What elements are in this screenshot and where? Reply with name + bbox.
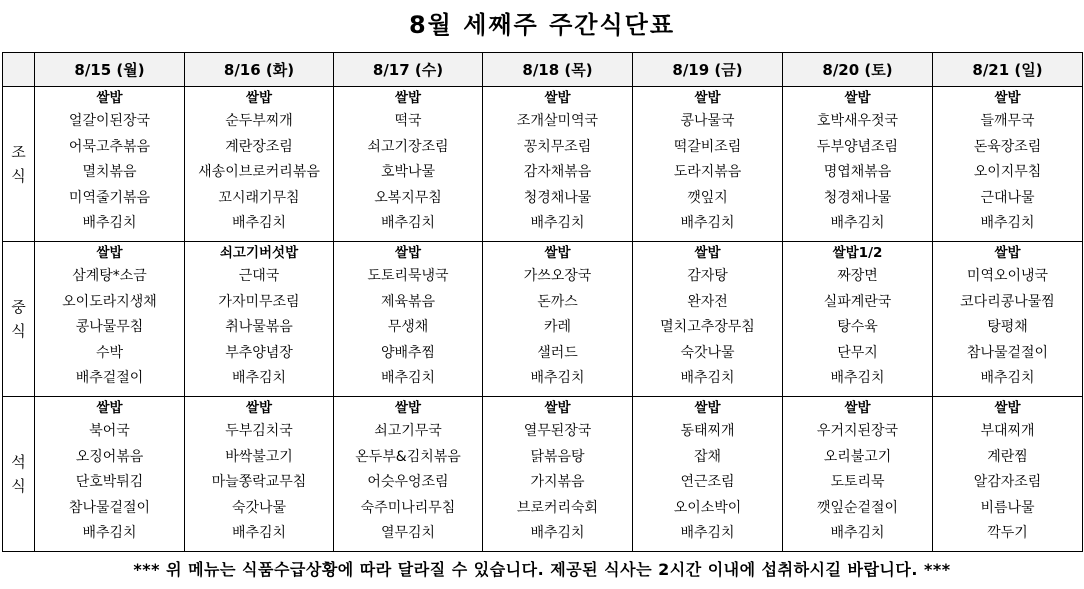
menu-cell — [35, 87, 185, 242]
menu-cell — [334, 242, 483, 397]
meal-label-char: 조 — [11, 143, 26, 161]
menu-item: 쌀밥 — [245, 400, 273, 416]
day-header: 8/19 (금) — [633, 53, 783, 87]
meal-label-char: 식 — [11, 167, 26, 185]
menu-item: 감자탕 — [687, 268, 728, 284]
menu-item: 참나물겉절이 — [68, 499, 151, 516]
menu-item: 부추양념장 — [225, 344, 293, 361]
menu-item: 배추김치 — [231, 215, 287, 232]
header-row — [3, 53, 1083, 87]
menu-item: 쌀밥1/2 — [832, 245, 883, 261]
menu-item: 배추김치 — [231, 525, 287, 542]
menu-item: 숙주미나리무침 — [360, 499, 456, 516]
menu-item: 배추겉절이 — [75, 370, 144, 387]
menu-cell — [783, 397, 933, 552]
menu-item: 돈까스 — [537, 293, 578, 310]
menu-cell — [35, 242, 185, 397]
menu-item: 가쓰오장국 — [523, 268, 592, 284]
menu-item: 새송이브로커리볶음 — [198, 164, 320, 181]
menu-item: 미역줄기볶음 — [68, 189, 151, 206]
menu-cell — [185, 242, 334, 397]
day-header: 8/15 (월) — [35, 53, 185, 87]
menu-item: 쇠고기무국 — [374, 423, 442, 439]
menu-item: 쌀밥 — [394, 245, 422, 261]
meal-label-char: 식 — [11, 477, 26, 495]
menu-item: 마늘쫑락교무침 — [211, 474, 307, 491]
menu-item: 쌀밥 — [96, 90, 123, 106]
menu-cell — [933, 397, 1083, 552]
menu-item: 배추김치 — [980, 215, 1035, 232]
menu-item: 계란장조림 — [225, 138, 293, 155]
menu-item: 배추김치 — [380, 215, 436, 232]
menu-item: 오이도라지생채 — [62, 293, 157, 310]
menu-item: 가자미무조림 — [218, 293, 300, 310]
menu-item: 도라지볶음 — [673, 164, 742, 181]
menu-item: 돈육장조림 — [973, 138, 1042, 155]
meal-label — [3, 242, 35, 397]
menu-item: 꼬시래기무침 — [218, 189, 300, 206]
menu-item: 멸치고추장무침 — [660, 319, 755, 336]
menu-item: 북어국 — [89, 423, 130, 439]
meal-row — [3, 397, 1083, 552]
menu-cell — [783, 242, 933, 397]
menu-item: 쌀밥 — [994, 400, 1021, 416]
menu-item: 배추김치 — [680, 370, 735, 387]
meal-row — [3, 242, 1083, 397]
menu-item: 두부양념조림 — [816, 138, 899, 155]
menu-item: 배추김치 — [82, 215, 137, 232]
menu-item: 숙갓나물 — [680, 344, 735, 361]
menu-item: 오복지무침 — [374, 189, 442, 206]
menu-item: 들깨무국 — [980, 113, 1035, 129]
day-header: 8/18 (목) — [483, 53, 633, 87]
menu-item: 쌀밥 — [96, 245, 123, 261]
menu-item: 근대나물 — [980, 189, 1035, 206]
day-header: 8/17 (수) — [334, 53, 483, 87]
menu-item: 배추김치 — [380, 370, 436, 387]
menu-item: 열무김치 — [380, 525, 436, 542]
day-header: 8/16 (화) — [185, 53, 334, 87]
menu-item: 꽁치무조림 — [523, 138, 592, 155]
menu-item: 쌀밥 — [994, 245, 1021, 261]
menu-item: 무생채 — [387, 319, 429, 336]
menu-item: 동태찌개 — [680, 423, 735, 439]
menu-item: 샐러드 — [537, 344, 578, 361]
menu-item: 쌀밥 — [394, 90, 422, 106]
menu-item: 취나물볶음 — [225, 319, 293, 336]
menu-item: 배추김치 — [530, 525, 585, 542]
menu-item: 우거지된장국 — [816, 423, 899, 439]
menu-item: 브로커리숙회 — [516, 499, 599, 516]
menu-item: 청경채나물 — [823, 189, 892, 206]
menu-item: 쇠고기장조림 — [367, 138, 449, 155]
menu-item: 쌀밥 — [694, 245, 721, 261]
menu-item: 배추김치 — [82, 525, 137, 542]
menu-item: 코다리콩나물찜 — [960, 293, 1055, 310]
menu-item: 쌀밥 — [844, 400, 871, 416]
menu-item: 어슷우엉조림 — [367, 474, 449, 491]
corner-cell — [3, 53, 35, 87]
menu-item: 삼계탕*소금 — [72, 268, 147, 284]
day-header: 8/20 (토) — [783, 53, 933, 87]
footer-note: *** 위 메뉴는 식품수급상황에 따라 달라질 수 있습니다. 제공된 식사는 2시간 이내에 섭취하시길 바랍니다. *** — [133, 560, 951, 579]
menu-item: 쌀밥 — [844, 90, 871, 106]
menu-item: 얼갈이된장국 — [68, 113, 151, 129]
menu-item: 닭볶음탕 — [530, 448, 585, 465]
menu-cell — [933, 87, 1083, 242]
menu-item: 실파계란국 — [823, 293, 892, 310]
menu-item: 계란찜 — [987, 448, 1028, 465]
meal-row — [3, 87, 1083, 242]
menu-item: 열무된장국 — [523, 423, 592, 439]
menu-item: 두부김치국 — [225, 423, 293, 439]
menu-item: 배추김치 — [680, 215, 735, 232]
menu-cell — [483, 242, 633, 397]
menu-item: 도토리묵냉국 — [367, 268, 449, 284]
menu-item: 참나물겉절이 — [966, 344, 1049, 361]
menu-cell — [483, 397, 633, 552]
menu-item: 쌀밥 — [245, 90, 273, 106]
menu-item: 배추김치 — [830, 370, 885, 387]
menu-item: 연근조림 — [680, 474, 735, 491]
menu-item: 순두부찌개 — [225, 113, 293, 129]
menu-item: 쌀밥 — [544, 245, 571, 261]
menu-item: 완자전 — [687, 293, 728, 310]
menu-item: 쌀밥 — [694, 90, 721, 106]
menu-cell — [633, 397, 783, 552]
page-title: 8월 세째주 주간식단표 — [408, 11, 676, 39]
menu-item: 쇠고기버섯밥 — [219, 245, 299, 261]
meal-label — [3, 397, 35, 552]
menu-cell — [933, 242, 1083, 397]
menu-item: 수박 — [95, 344, 124, 361]
menu-item: 가지볶음 — [530, 474, 585, 491]
menu-item: 오징어볶음 — [75, 448, 144, 465]
menu-item: 탕수육 — [837, 319, 878, 336]
menu-item: 단호박튀김 — [75, 474, 144, 491]
menu-item: 바싹불고기 — [225, 448, 293, 465]
menu-item: 미역오이냉국 — [966, 268, 1049, 284]
menu-item: 카레 — [543, 319, 572, 336]
meal-label-char: 석 — [11, 453, 26, 471]
menu-item: 콩나물무침 — [75, 319, 144, 336]
menu-item: 어묵고추볶음 — [68, 138, 151, 155]
menu-item: 알감자조림 — [973, 474, 1042, 491]
menu-item: 쌀밥 — [544, 400, 571, 416]
menu-item: 제육볶음 — [380, 293, 436, 310]
menu-item: 배추김치 — [830, 525, 885, 542]
menu-item: 쌀밥 — [96, 400, 123, 416]
menu-item: 근대국 — [238, 268, 280, 284]
menu-item: 호박나물 — [380, 164, 436, 181]
menu-cell — [483, 87, 633, 242]
menu-item: 배추김치 — [830, 215, 885, 232]
menu-item: 배추김치 — [530, 215, 585, 232]
menu-item: 명엽채볶음 — [823, 164, 892, 181]
menu-item: 오이소박이 — [673, 499, 742, 516]
meal-label-char: 식 — [11, 322, 26, 340]
menu-item: 멸치볶음 — [82, 164, 137, 181]
menu-item: 부대찌개 — [980, 423, 1035, 439]
menu-item: 배추김치 — [530, 370, 585, 387]
menu-item: 오이지무침 — [973, 164, 1042, 181]
meal-label-char: 중 — [11, 298, 26, 316]
menu-item: 비름나물 — [980, 499, 1035, 516]
menu-cell — [334, 397, 483, 552]
menu-cell — [185, 87, 334, 242]
menu-item: 쌀밥 — [544, 90, 571, 106]
menu-item: 깻잎지 — [687, 189, 728, 206]
menu-item: 호박새우젓국 — [816, 113, 899, 129]
weekly-menu-table — [2, 52, 1083, 552]
menu-cell — [633, 242, 783, 397]
menu-item: 감자채볶음 — [523, 164, 592, 181]
menu-cell — [633, 87, 783, 242]
day-header: 8/21 (일) — [933, 53, 1083, 87]
menu-item: 도토리묵 — [830, 474, 885, 491]
menu-cell — [35, 397, 185, 552]
menu-item: 배추김치 — [680, 525, 735, 542]
menu-item: 잡채 — [693, 448, 722, 465]
menu-cell — [783, 87, 933, 242]
menu-item: 배추김치 — [980, 370, 1035, 387]
menu-item: 온두부&김치볶음 — [355, 448, 461, 465]
menu-item: 쌀밥 — [694, 400, 721, 416]
menu-item: 탕평채 — [987, 319, 1028, 336]
menu-item: 양배추찜 — [380, 344, 436, 361]
menu-item: 숙갓나물 — [231, 499, 287, 516]
menu-item: 오리불고기 — [823, 448, 892, 465]
menu-cell — [185, 397, 334, 552]
meal-label — [3, 87, 35, 242]
menu-item: 깻잎순겉절이 — [816, 499, 899, 516]
menu-item: 단무지 — [837, 344, 878, 361]
menu-item: 배추김치 — [231, 370, 287, 387]
menu-item: 청경채나물 — [523, 189, 592, 206]
menu-item: 짜장면 — [837, 268, 878, 284]
menu-item: 쌀밥 — [394, 400, 422, 416]
menu-item: 떡갈비조림 — [673, 138, 742, 155]
menu-item: 조개살미역국 — [516, 113, 599, 129]
menu-item: 깍두기 — [987, 525, 1028, 542]
menu-item: 떡국 — [394, 113, 422, 129]
menu-item: 콩나물국 — [680, 113, 735, 129]
menu-cell — [334, 87, 483, 242]
menu-item: 쌀밥 — [994, 90, 1021, 106]
